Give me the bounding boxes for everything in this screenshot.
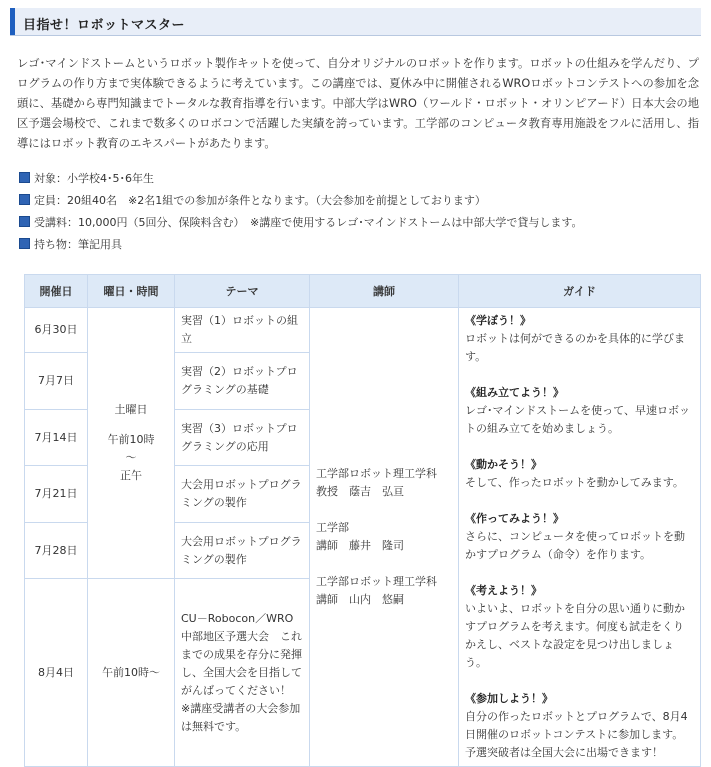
end-time: 正午 [120,469,142,483]
theme-cell: 実習（3）ロボットプログラミングの応用 [175,409,310,465]
date-cell: 6月30日 [25,308,88,353]
day-time-cell: 午前10時～ [88,579,175,767]
info-label: 持ち物： [34,238,78,251]
bullet-square-icon [19,216,30,227]
header-guide: ガイド [459,275,701,308]
header-accent-bar [10,8,15,35]
theme-cell: 大会用ロボットプログラミングの製作 [175,466,310,522]
guide-text: 自分の作ったロボットとプログラムで、8月4日開催のロボットコンテストに参加します。予選突破者は全国大会に出場できます！ [465,710,688,759]
guide-entry [465,510,694,564]
day-of-week: 土曜日 [114,403,148,417]
date-cell: 7月28日 [25,522,88,578]
lecturer-entry [316,465,452,501]
date-cell: 7月7日 [25,353,88,409]
guide-entry [465,582,694,672]
date-cell: 8月4日 [25,579,88,767]
info-fee [19,212,699,234]
guide-heading: 《動かそう！》 [465,458,542,471]
guide-heading: 《作ってみよう！》 [465,512,564,525]
header-date: 開催日 [25,275,88,308]
lecturer-dept: 工学部ロボット理工学科 [316,575,437,588]
theme-cell: 大会用ロボットプログラミングの製作 [175,522,310,578]
guide-heading: 《組み立てよう！》 [465,386,564,399]
info-value: 10,000円（5回分、保険料含む） ※講座で使用するレゴ･マインドストームは中部大学で貸与します。 [78,216,583,229]
guide-text: そして、作ったロボットを動かしてみます。 [465,476,684,489]
lecturer-name: 講師 藤井 隆司 [316,539,404,552]
lecturer-entry [316,573,452,609]
time-range-tilde: ～ [125,451,137,465]
date-cell: 7月21日 [25,466,88,522]
intro-paragraph: レゴ･マインドストームというロボット製作キットを使って、自分オリジナルのロボットを作ります。ロボットの仕組みを学んだり、プログラムの作り方まで実体験できるように考えています。この講座では、夏休み中に開催されるWROロボットコンテストへの参加を念頭に、基礎から専門知識までトータルな教育指導を行います。中部大学はWRO（ワールド・ロボット・オリンピアード）日本大会の地区予選会場校で、これまで数多くのロボコンで活躍した実績を誇っています。工学部のコンピュータ教育専用施設をフルに活用し、指導にはロボット教育のエキスパートがあたります。 [17,57,699,150]
date-cell: 7月14日 [25,409,88,465]
theme-cell: CU－Robocon／WRO中部地区予選大会 これまでの成果を存分に発揮し、全国大会を目指してがんばってください！ ※講座受講者の大会参加は無料です。 [175,579,310,767]
guide-heading: 《考えよう！》 [465,584,542,597]
guide-entry [465,384,694,438]
guide-cell [459,308,701,767]
lecturer-name: 教授 蔭吉 弘亘 [316,485,404,498]
guide-text: さらに、コンピュータを使ってロボットを動かすプログラム（命令）を作ります。 [465,530,685,561]
info-value: 20組40名 ※2名1組での参加が条件となります。（大会参加を前提としております） [67,194,486,207]
section-header [10,8,701,36]
theme-cell: 実習（1）ロボットの組立 [175,308,310,353]
guide-heading: 《参加しよう！》 [465,692,553,705]
course-info-list [19,168,699,256]
guide-text: いよいよ、ロボットを自分の思い通りに動かすプログラムを考えます。何度も試走をくりかえし、ベストな設定を見つけ出しましょう。 [465,602,685,669]
table-row [25,308,701,353]
info-label: 定員： [34,194,67,207]
bullet-square-icon [19,172,30,183]
day-time-cell [88,308,175,579]
guide-entry [465,690,694,762]
page-title: 目指せ！ロボットマスター [23,18,186,33]
guide-text: レゴ･マインドストームを使って、早速ロボットの組み立てを始めましょう。 [465,404,690,435]
bullet-square-icon [19,194,30,205]
info-target [19,168,699,190]
info-value: 筆記用具 [78,238,122,251]
header-theme: テーマ [175,275,310,308]
lecturer-name: 講師 山内 悠嗣 [316,593,404,606]
guide-entry [465,456,694,492]
lecturer-entry [316,519,452,555]
start-time: 午前10時 [107,433,155,447]
info-label: 対象： [34,172,67,185]
info-belongings [19,234,699,256]
lecturer-dept: 工学部 [316,521,349,534]
header-lecturer: 講師 [310,275,459,308]
info-label: 受講料： [34,216,78,229]
header-day-time: 曜日・時間 [88,275,175,308]
lecturer-dept: 工学部ロボット理工学科 [316,467,437,480]
theme-cell: 実習（2）ロボットプログラミングの基礎 [175,353,310,409]
table-header-row [25,275,701,308]
guide-heading: 《学ぼう！》 [465,314,531,327]
info-value: 小学校4･5･6年生 [67,172,154,185]
guide-entry [465,312,694,366]
info-capacity [19,190,699,212]
lecturer-cell [310,308,459,767]
bullet-square-icon [19,238,30,249]
guide-text: ロボットは何ができるのかを具体的に学びます。 [465,332,685,363]
schedule-table [24,274,701,767]
